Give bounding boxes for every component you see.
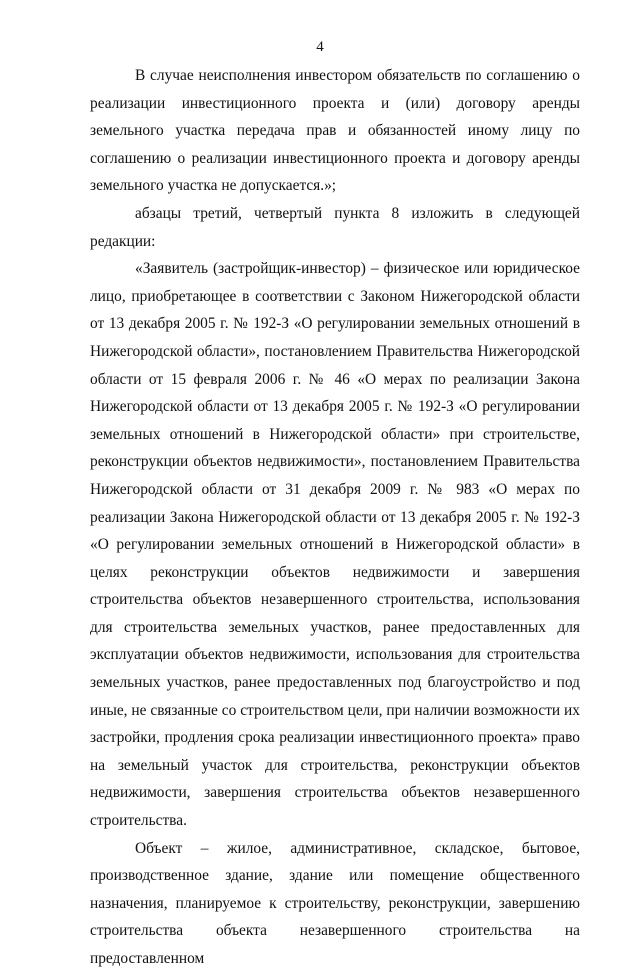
paragraph-investor-obligations: В случае неисполнения инвестором обязательств по соглашению о реализации инвестиционного проекта и (или) договору аренды земельного участка передача прав и обязанностей иному лицу по соглашению о реализации инвестиционного проекта и договору аренды земельного участка не допускается.»;: [90, 67, 580, 195]
paragraph-applicant-definition: «Заявитель (застройщик-инвестор) – физическое или юридическое лицо, приобретающее в соответствии с Законом Нижегородской области от 13 декабря 2005 г. № 192-З «О регулировании земельных отношений в Нижегородской области», постановлением Правительства Нижегородской области от 15 февраля 2006 г. № 46 «О мерах по реализации Закона Нижегородской области от 13 декабря 2005 г. № 192-З «О регулировании земельных отношений в Нижегородской области» при строительстве, реконструкции объектов недвижимости», постановлением Правительства Нижегородской области от 31 декабря 2009 г. № 983 «О мерах по реализации Закона Нижегородской области от 13 декабря 2005 г. № 192-З «О регулировании земельных отношений в Нижегородской области» в целях реконструкции объектов недвижимости и завершения строительства объектов незавершенного строительства, использования для строительства земельных участков, ранее предоставленных для эксплуатации объектов недвижимости, использования для строительства земельных участков, ранее предоставленных под благоустройство и под иные, не связанные со строительством цели, при наличии возможности их застройки, продления срока реализации инвестиционного проекта» право на земельный участок для строительства, реконструкции объектов недвижимости, завершения строительства объектов незавершенного строительства.: [90, 260, 580, 830]
document-body: [90, 62, 580, 973]
paragraph-object-definition: Объект – жилое, административное, складское, бытовое, производственное здание, здание или помещение общественного назначения, планируемое к строительству, реконструкции, завершению строительства объекта незавершенного строительства на предоставленном: [90, 839, 580, 967]
page-number: 4: [316, 39, 324, 55]
paragraph-amendment-point-8: абзацы третий, четвертый пункта 8 изложить в следующей редакции:: [90, 204, 580, 250]
